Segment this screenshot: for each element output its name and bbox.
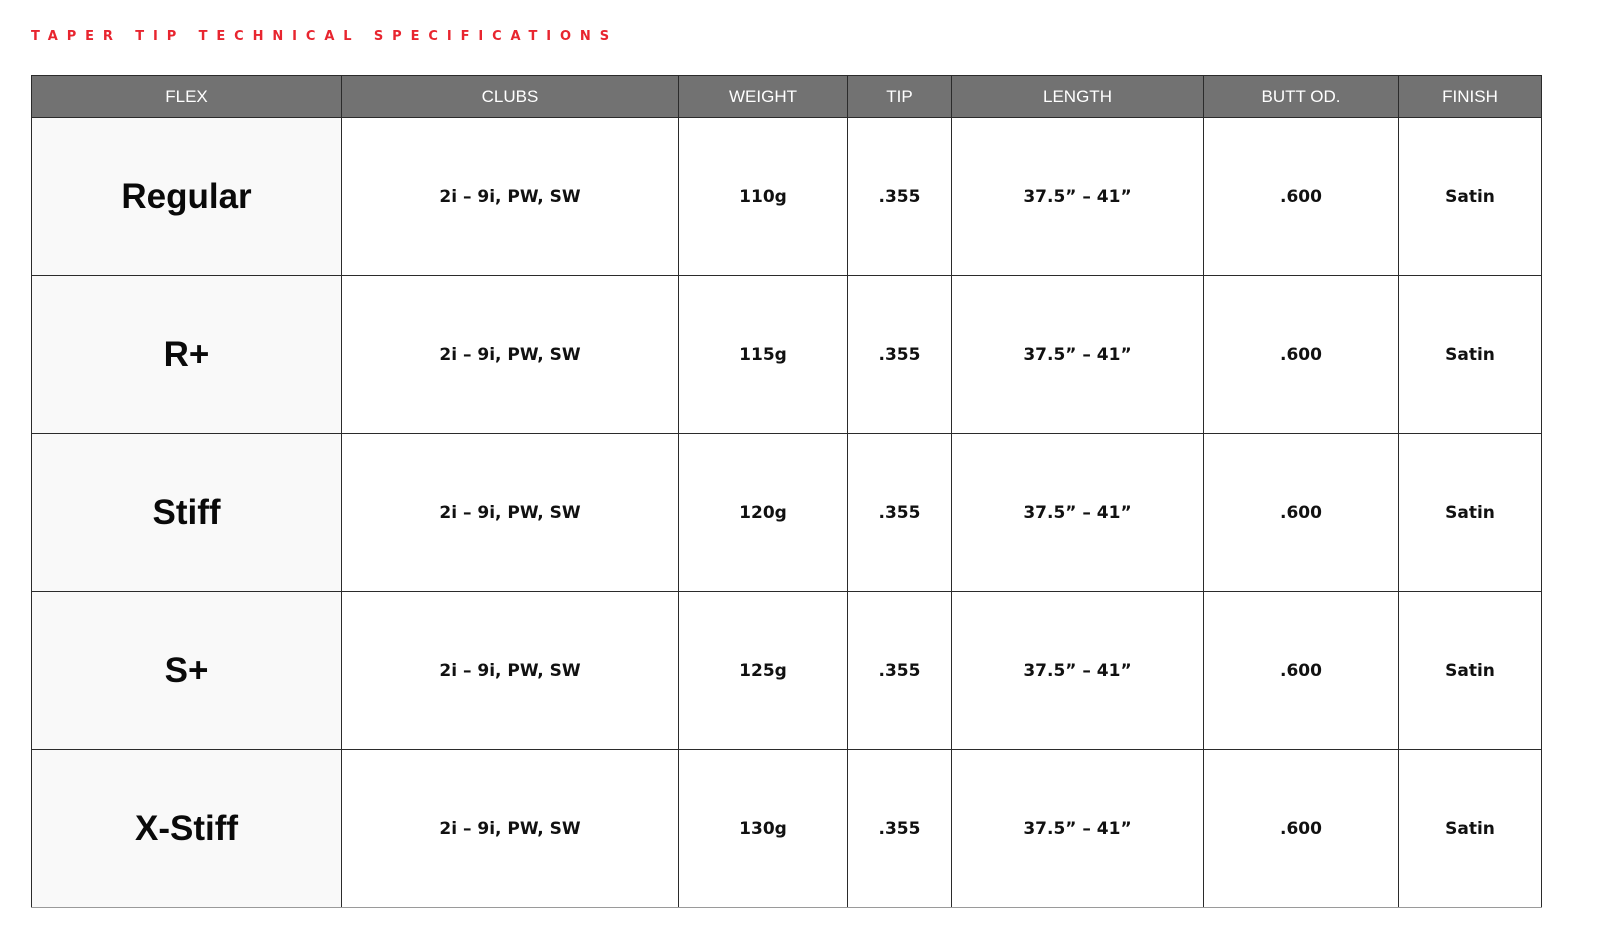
- butt-od-cell: .600: [1204, 750, 1399, 908]
- length-cell: 37.5” – 41”: [952, 276, 1204, 434]
- header-weight: WEIGHT: [679, 76, 848, 118]
- specifications-table: [31, 75, 1542, 908]
- flex-cell: Stiff: [32, 434, 342, 592]
- finish-cell: Satin: [1399, 276, 1542, 434]
- length-cell: 37.5” – 41”: [952, 750, 1204, 908]
- finish-cell: Satin: [1399, 434, 1542, 592]
- table-row: [32, 118, 1542, 276]
- clubs-cell: 2i – 9i, PW, SW: [342, 276, 679, 434]
- tip-cell: .355: [848, 592, 952, 750]
- flex-cell: X-Stiff: [32, 750, 342, 908]
- header-butt-od: BUTT OD.: [1204, 76, 1399, 118]
- finish-cell: Satin: [1399, 592, 1542, 750]
- tip-cell: .355: [848, 118, 952, 276]
- header-flex: FLEX: [32, 76, 342, 118]
- header-clubs: CLUBS: [342, 76, 679, 118]
- tip-cell: .355: [848, 750, 952, 908]
- length-cell: 37.5” – 41”: [952, 592, 1204, 750]
- flex-cell: Regular: [32, 118, 342, 276]
- header-finish: FINISH: [1399, 76, 1542, 118]
- header-length: LENGTH: [952, 76, 1204, 118]
- table-header-row: [32, 76, 1542, 118]
- finish-cell: Satin: [1399, 750, 1542, 908]
- clubs-cell: 2i – 9i, PW, SW: [342, 118, 679, 276]
- tip-cell: .355: [848, 434, 952, 592]
- clubs-cell: 2i – 9i, PW, SW: [342, 434, 679, 592]
- table-row: [32, 276, 1542, 434]
- table-row: [32, 592, 1542, 750]
- weight-cell: 110g: [679, 118, 848, 276]
- header-tip: TIP: [848, 76, 952, 118]
- clubs-cell: 2i – 9i, PW, SW: [342, 592, 679, 750]
- butt-od-cell: .600: [1204, 592, 1399, 750]
- weight-cell: 115g: [679, 276, 848, 434]
- butt-od-cell: .600: [1204, 276, 1399, 434]
- page-title: TAPER TIP TECHNICAL SPECIFICATIONS: [31, 29, 618, 44]
- tip-cell: .355: [848, 276, 952, 434]
- clubs-cell: 2i – 9i, PW, SW: [342, 750, 679, 908]
- table-row: [32, 434, 1542, 592]
- weight-cell: 120g: [679, 434, 848, 592]
- finish-cell: Satin: [1399, 118, 1542, 276]
- length-cell: 37.5” – 41”: [952, 434, 1204, 592]
- length-cell: 37.5” – 41”: [952, 118, 1204, 276]
- butt-od-cell: .600: [1204, 434, 1399, 592]
- butt-od-cell: .600: [1204, 118, 1399, 276]
- table-row: [32, 750, 1542, 908]
- weight-cell: 125g: [679, 592, 848, 750]
- flex-cell: S+: [32, 592, 342, 750]
- weight-cell: 130g: [679, 750, 848, 908]
- flex-cell: R+: [32, 276, 342, 434]
